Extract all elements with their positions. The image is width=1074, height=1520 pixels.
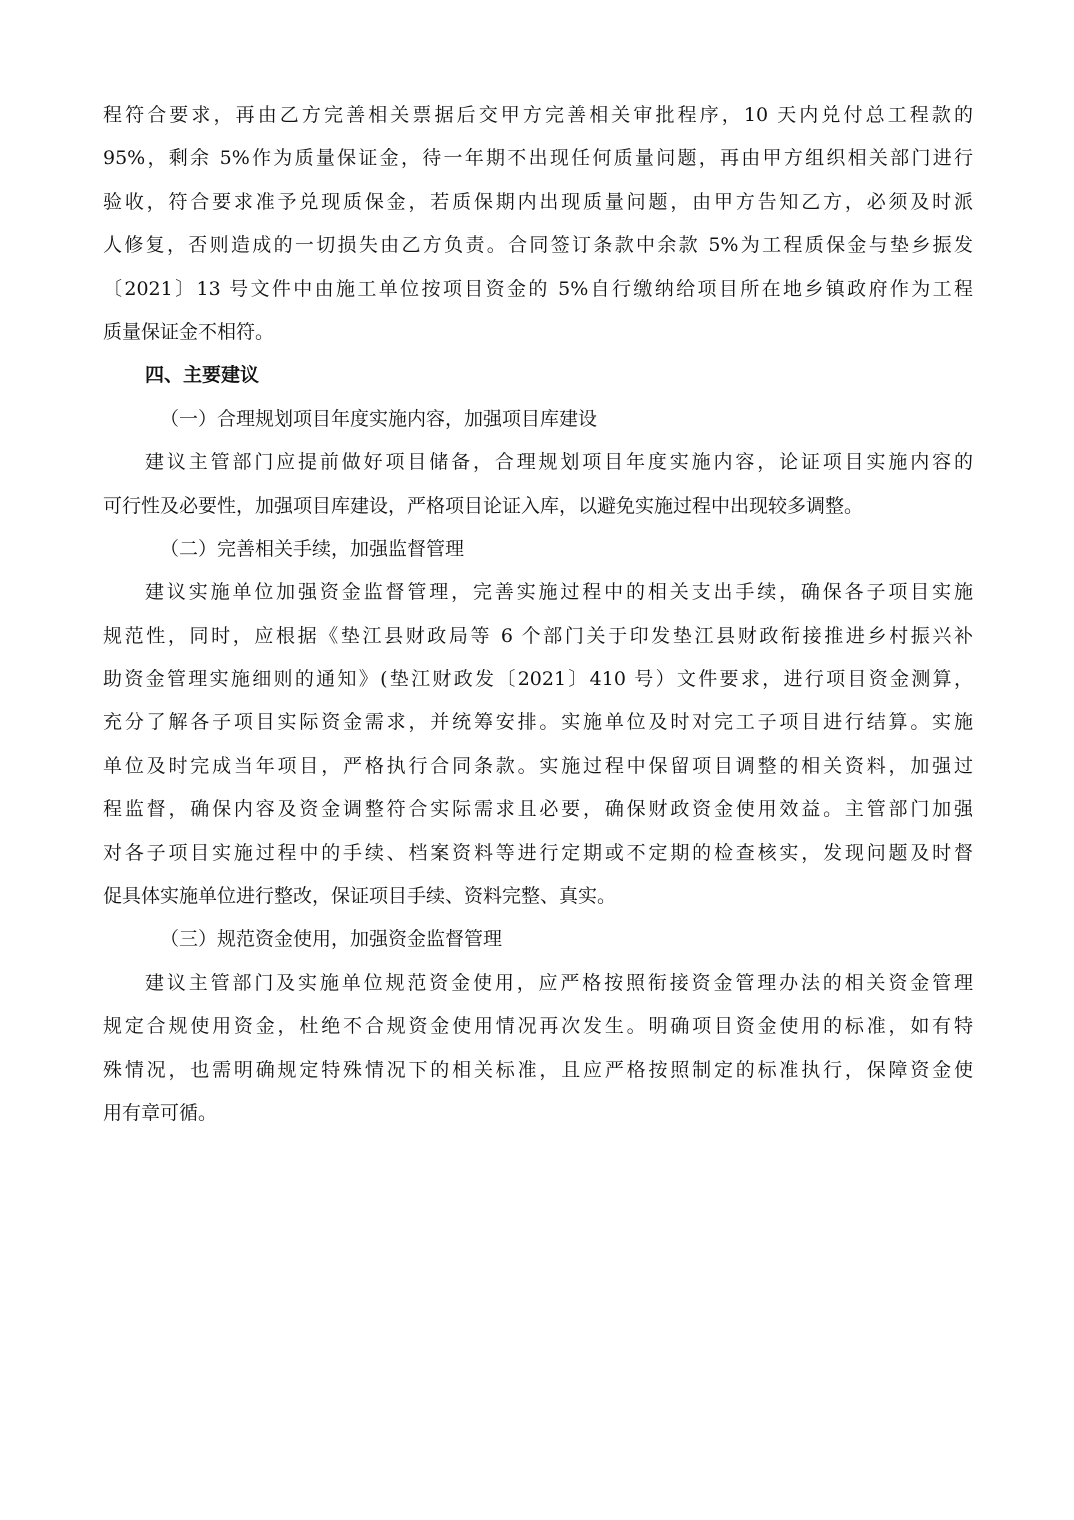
- paragraph-payment-terms: [103, 94, 973, 354]
- text-line: 人修复，否则造成的一切损失由乙方负责。合同签订条款中余款 5%为工程质保金与垫乡振发: [103, 234, 973, 257]
- document-body: [103, 94, 973, 1135]
- text-line: 对各子项目实施过程中的手续、档案资料等进行定期或不定期的检查核实，发现问题及时督: [103, 841, 973, 864]
- text-line: 建议主管部门及实施单位规范资金使用，应严格按照衔接资金管理办法的相关资金管理: [145, 971, 973, 994]
- subsection-2: [103, 528, 973, 919]
- text-line: 〔2021〕13 号文件中由施工单位按项目资金的 5%自行缴纳给项目所在地乡镇政府作为工程: [103, 277, 973, 300]
- text-line: 规定合规使用资金，杜绝不合规资金使用情况再次发生。明确项目资金使用的标准，如有特: [103, 1015, 973, 1038]
- text-line: 规范性，同时，应根据《垫江县财政局等 6 个部门关于印发垫江县财政衔接推进乡村振兴补: [103, 624, 973, 647]
- text-line: 质量保证金不相符。: [103, 320, 275, 343]
- text-line: 验收，符合要求准予兑现质保金，若质保期内出现质量问题，由甲方告知乙方，必须及时派: [103, 190, 973, 213]
- subsection-1: [103, 398, 973, 528]
- subsection-3: [103, 918, 973, 1135]
- text-line: 助资金管理实施细则的通知》(垫江财政发〔2021〕410 号）文件要求，进行项目资金测算，: [103, 668, 973, 691]
- text-line: 程监督，确保内容及资金调整符合实际需求且必要，确保财政资金使用效益。主管部门加强: [103, 798, 973, 821]
- text-line: 促具体实施单位进行整改，保证项目手续、资料完整、真实。: [103, 885, 617, 908]
- subsection-title: （一）合理规划项目年度实施内容，加强项目库建设: [160, 407, 598, 430]
- subsection-title: （二）完善相关手续，加强监督管理: [160, 537, 465, 560]
- text-line: 建议实施单位加强资金监督管理，完善实施过程中的相关支出手续，确保各子项目实施: [145, 581, 973, 604]
- section-heading: 四、主要建议: [145, 364, 260, 387]
- text-line: 可行性及必要性，加强项目库建设，严格项目论证入库，以避免实施过程中出现较多调整。: [103, 494, 864, 517]
- text-line: 用有章可循。: [103, 1101, 218, 1124]
- text-line: 充分了解各子项目实际资金需求，并统筹安排。实施单位及时对完工子项目进行结算。实施: [103, 711, 973, 734]
- text-line: 殊情况，也需明确规定特殊情况下的相关标准，且应严格按照制定的标准执行，保障资金使: [103, 1058, 973, 1081]
- text-line: 建议主管部门应提前做好项目储备，合理规划项目年度实施内容，论证项目实施内容的: [145, 451, 973, 474]
- subsection-title: （三）规范资金使用，加强资金监督管理: [160, 928, 503, 951]
- text-line: 95%，剩余 5%作为质量保证金，待一年期不出现任何质量问题，再由甲方组织相关部门进行: [103, 147, 973, 170]
- text-line: 单位及时完成当年项目，严格执行合同条款。实施过程中保留项目调整的相关资料，加强过: [103, 754, 973, 777]
- text-line: 程符合要求，再由乙方完善相关票据后交甲方完善相关审批程序，10 天内兑付总工程款的: [103, 104, 973, 126]
